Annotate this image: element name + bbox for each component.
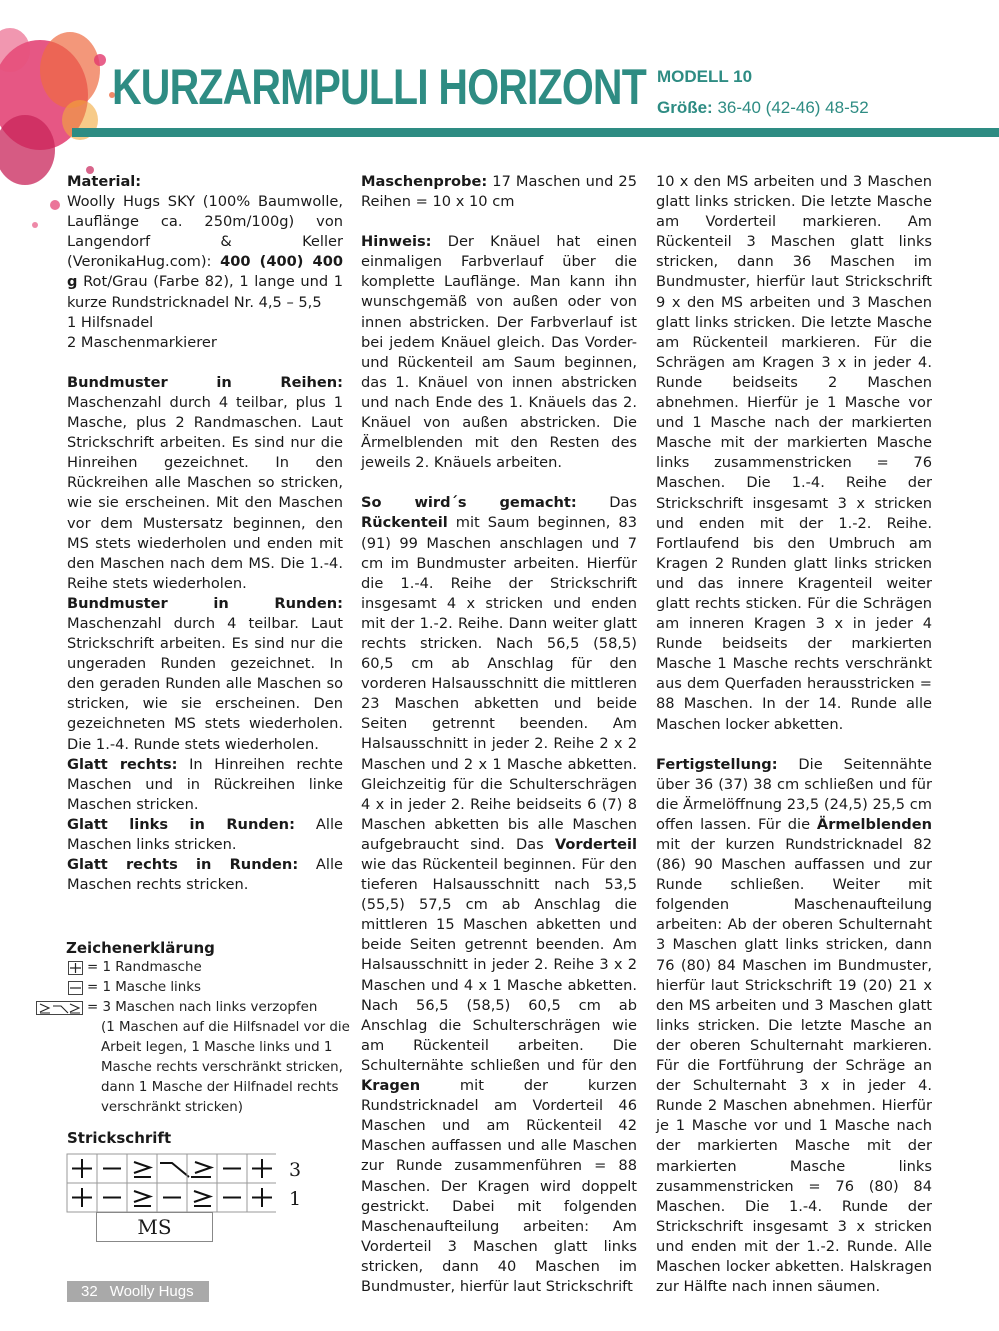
chart-row-label-3: 3 [289,1159,302,1181]
maschenprobe-label: Maschenprobe: [361,173,488,190]
footer-brand: Woolly Hugs [109,1283,194,1300]
glatt-links-runden-text: Alle Maschen links stricken. [67,815,343,853]
plus-symbol-icon [68,961,83,975]
chart-cell-gt [187,1183,217,1212]
instructions-text: Das [576,494,637,512]
chart-title: Strickschrift [67,1129,172,1147]
material-amount: 400 (400) 400 g [67,253,344,291]
glatt-links-runden-label: Glatt links in Runden: [67,815,295,833]
cable-symbol-icon [36,1001,83,1015]
maschenprobe-text: 17 Maschen und 25 Reihen = 10 x 10 cm [361,173,637,211]
legend-item-text: = 1 Randmasche [87,960,202,975]
page-number: 32 [81,1283,98,1300]
bundmuster-reihen-text: Maschenzahl durch 4 teilbar, plus 1 Masche, plus 2 Randmaschen. Laut Strickschrift arbeiten. Es sind nur die Hinreihen gezeichnet. In den Rückreihen alle Maschen so stricken, wie sie erscheinen. Mit den Maschen vor dem Mustersatz beginnen, den MS stets wiederholen und enden mit den Maschen nach dem MS. Die 1.-4. Reihe stets wiederholen. [67,393,343,592]
fertigstellung-text: Die Seitennähte über 36 (37) 38 cm schließen und für die Ärmelöffnung 23,5 (24,5) 25,5 cm offen lassen. Für die [656,755,932,833]
chart-cell-plus [67,1154,97,1183]
chart-cell-minus [217,1154,247,1183]
size-info [657,98,869,118]
bundmuster-reihen-label: Bundmuster in Reihen: [67,373,343,391]
glatt-rechts-runden-label: Glatt rechts in Runden: [67,856,299,874]
vorderteil-label: Vorderteil [554,835,637,853]
continuation-text: 10 x den MS arbeiten und 3 Maschen glatt links stricken. Die letzte Masche am Vorderteil markieren. Am Rückenteil 3 Maschen glatt links stricken, dann 36 Maschen im Bundmuster, hierfür laut Strickschrift 9 x den MS arbeiten und 3 Maschen glatt links stricken. Die letzte Masche am Rückenteil markieren. Für die Schrägen am Kragen 3 x in jeder 4. Runde beidseits 2 Maschen abnehmen. Hierfür je 1 Masche vor und 1 Masche nach der markierten Masche mit der markierten Masche links zusammenstricken = 76 Maschen. Die 1.-4. Reihe der Strickschrift insgesamt 3 x stricken und enden mit der 1.-2. Reihe. Fortlaufend bis den Umbruch am Kragen 2 Runden glatt links stricken und das innere Kragenteil weiter glatt rechts sticken. Für die Schrägen am inneren Kragen 3 x in jeder 4 Runde beidseits der markierten Masche 1 Masche rechts verschränkt aus dem Querfaden herausstricken = 88 Maschen. In der 14. Runde alle Maschen locker abketten. [656,173,932,733]
kragen-label: Kragen [361,1077,421,1095]
aermelblenden-label: Ärmelblenden [816,815,932,833]
instructions-text: wie das Rückenteil beginnen. Für den tieferen Halsausschnitt nach 53,5 (55,5) 57,5 cm ab Anschlag die mittleren 15 Maschen abketten und beide Seiten getrennt beenden. Am Halsausschnitt in jeder 2. Reihe 3 x 2 Maschen und 4 x 1 Masche abketten. Nach 56,5 (58,5) 60,5 cm ab Anschlag die Schulterschrägen wie am Rückenteil arbeiten. Die Schulternähte schließen und für den [361,856,637,1074]
chart-cell-minus [157,1183,187,1212]
column-instructions [361,172,637,1297]
column-material [67,172,343,895]
material-item-markierer: 2 Maschenmarkierer [67,333,217,351]
material-label: Material: [67,173,142,190]
material-text: Woolly Hugs SKY (100% Baumwolle, Lauflänge ca. 250m/100g) von Langendorf & Keller (VeronikaHug.com): [67,193,343,271]
cable-note: (1 Maschen auf die Hilfsnadel vor die Arbeit legen, 1 Masche links und 1 Masche rechts verschränkt stricken, dann 1 Masche der Hilfnadel rechts verschränkt stricken) [101,1020,350,1116]
minus-symbol-icon [68,981,83,995]
material-item-hilfsnadel: 1 Hilfsnadel [67,313,154,331]
glatt-rechts-text: In Hinreihen rechte Maschen und in Rückreihen linke Maschen stricken. [67,755,343,813]
chart-cell-gt [127,1183,157,1212]
repeat-label-box [96,1212,213,1242]
material-text-2: Rot/Grau (Farbe 82), 1 lange und 1 kurze Rundstricknadel Nr. 4,5 – 5,5 [67,273,343,311]
repeat-label: MS [137,1215,172,1239]
glatt-rechts-runden-text: Alle Maschen rechts stricken. [67,856,343,894]
chart-cell-cable [157,1154,189,1183]
size-value: 36-40 (42-46) 48-52 [712,98,869,117]
legend-item-plus [33,958,353,978]
page-title: KURZARMPULLI HORIZONT [112,59,646,115]
chart-cell-minus [217,1183,247,1212]
chart-cell-plus [67,1183,97,1212]
hinweis-text: Der Knäuel hat einen einmaligen Farbverlauf über die komplette Lauflänge. Man kann ihn wunschgemäß von außen oder von innen abstricken. Der Farbverlauf ist bei jedem Knäuel gleich. Das Vorder- und Rückenteil am Saum beginnen, das 1. Knäuel von innen abstricken und nach Ende des 1. Knäuels das 2. Knäuel von außen abstricken. Die Ärmelblenden mit den Resten des jeweils 2. Knäuels arbeiten. [361,233,637,472]
fertigstellung-text: mit der kurzen Rundstricknadel 82 (86) 90 Maschen auffassen und zur Runde schließen. Weiter mit folgenden Maschenaufteilung arbeiten: Ab der oberen Schulternaht 3 Maschen glatt links stricken, dann 76 (80) 84 Maschen im Bundmuster, hierfür laut Strickschrift 19 (20) 21 x den MS arbeiten und 3 Maschen glatt links stricken. Die letzte Masche an der oberen Schulternaht markieren. Für die Fortführung der Schräge an der Schulternaht 3 x in jeder 4. Runde 2 Maschen abnehmen. Hierfür je 1 Masche vor und 1 Masche nach der markierten Masche mit der markierten Masche links zusammenstricken = 76 (80) 84 Maschen. Die 1.-4. Runde der Strickschrift insgesamt 3 x stricken und enden mit der 1.-2. Runde. Alle Maschen locker abketten. Halskragen zur Hälfte nach innen säumen. [656,836,932,1296]
chart-cell-cable [127,1154,157,1183]
column-continuation [656,172,932,1297]
instructions-text: mit Saum beginnen, 83 (91) 99 Maschen anschlagen und 7 cm im Bundmuster arbeiten. Hierfür die 1.-4. Reihe der Strickschrift insgesamt 4 x stricken und enden mit der 1.-2. Reihe. Dann weiter glatt rechts stricken. Nach 56,5 (58,5) 60,5 cm ab Anschlag für den vorderen Halsausschnitt die mittleren 23 Maschen abketten und beide Seiten getrennt beenden. Am Halsausschnitt in jeder 2. Reihe 2 x 2 Maschen und 2 x 1 Masche abketten. Gleichzeitig für die Schulterschrägen 4 x in jeder 2. Reihe beidseits 6 (7) 8 Maschen abketten bis alle Maschen aufgebraucht sind. Das [361,514,637,853]
so-wirds-gemacht-label: So wird´s gemacht: [361,494,577,512]
bundmuster-runden-text: Maschenzahl durch 4 teilbar. Laut Strickschrift arbeiten. Es sind nur die ungeraden Runden gezeichnet. In den geraden Runden alle Maschen so stricken, wie sie erscheinen. Den gezeichneten MS stets wiederholen. Die 1.-4. Runde stets wiederholen. [67,614,343,753]
model-number: MODELL 10 [657,67,753,86]
chart-cell-minus [97,1154,127,1183]
fertigstellung-label: Fertigstellung: [656,755,778,773]
legend-title: Zeichenerklärung [66,939,215,957]
page-footer [67,1281,209,1302]
knitting-chart [66,1153,276,1215]
rueckenteil-label: Rückenteil [361,514,448,532]
legend-item-text: = 1 Masche links [87,980,201,995]
chart-cell-minus [97,1183,127,1212]
hinweis-label: Hinweis: [361,233,432,251]
legend-item-text: = 3 Maschen nach links verzopfen [87,1000,318,1015]
symbol-legend [33,938,353,1118]
bundmuster-runden-label: Bundmuster in Runden: [67,594,343,612]
instructions-text: mit der kurzen Rundstricknadel am Vorderteil 46 Maschen und am Rückenteil 42 Maschen auffassen und alle Maschen zur Runde zusammenführen = 88 Maschen. Der Kragen wird doppelt gestrickt. Dabei mit folgenden Maschenaufteilung arbeiten: Am Vorderteil 3 Maschen glatt links stricken, dann 40 Maschen im Bundmuster, hierfür laut Strickschrift [361,1077,637,1295]
glatt-rechts-label: Glatt rechts: [67,755,178,773]
chart-row-label-1: 1 [289,1188,302,1210]
chart-cell-plus [247,1183,276,1212]
header-rule [72,128,999,137]
legend-item-cable [33,998,353,1018]
chart-cell-cable [187,1154,217,1183]
legend-item-minus [33,978,353,998]
size-label: Größe: [657,98,713,117]
chart-cell-plus [247,1154,276,1183]
